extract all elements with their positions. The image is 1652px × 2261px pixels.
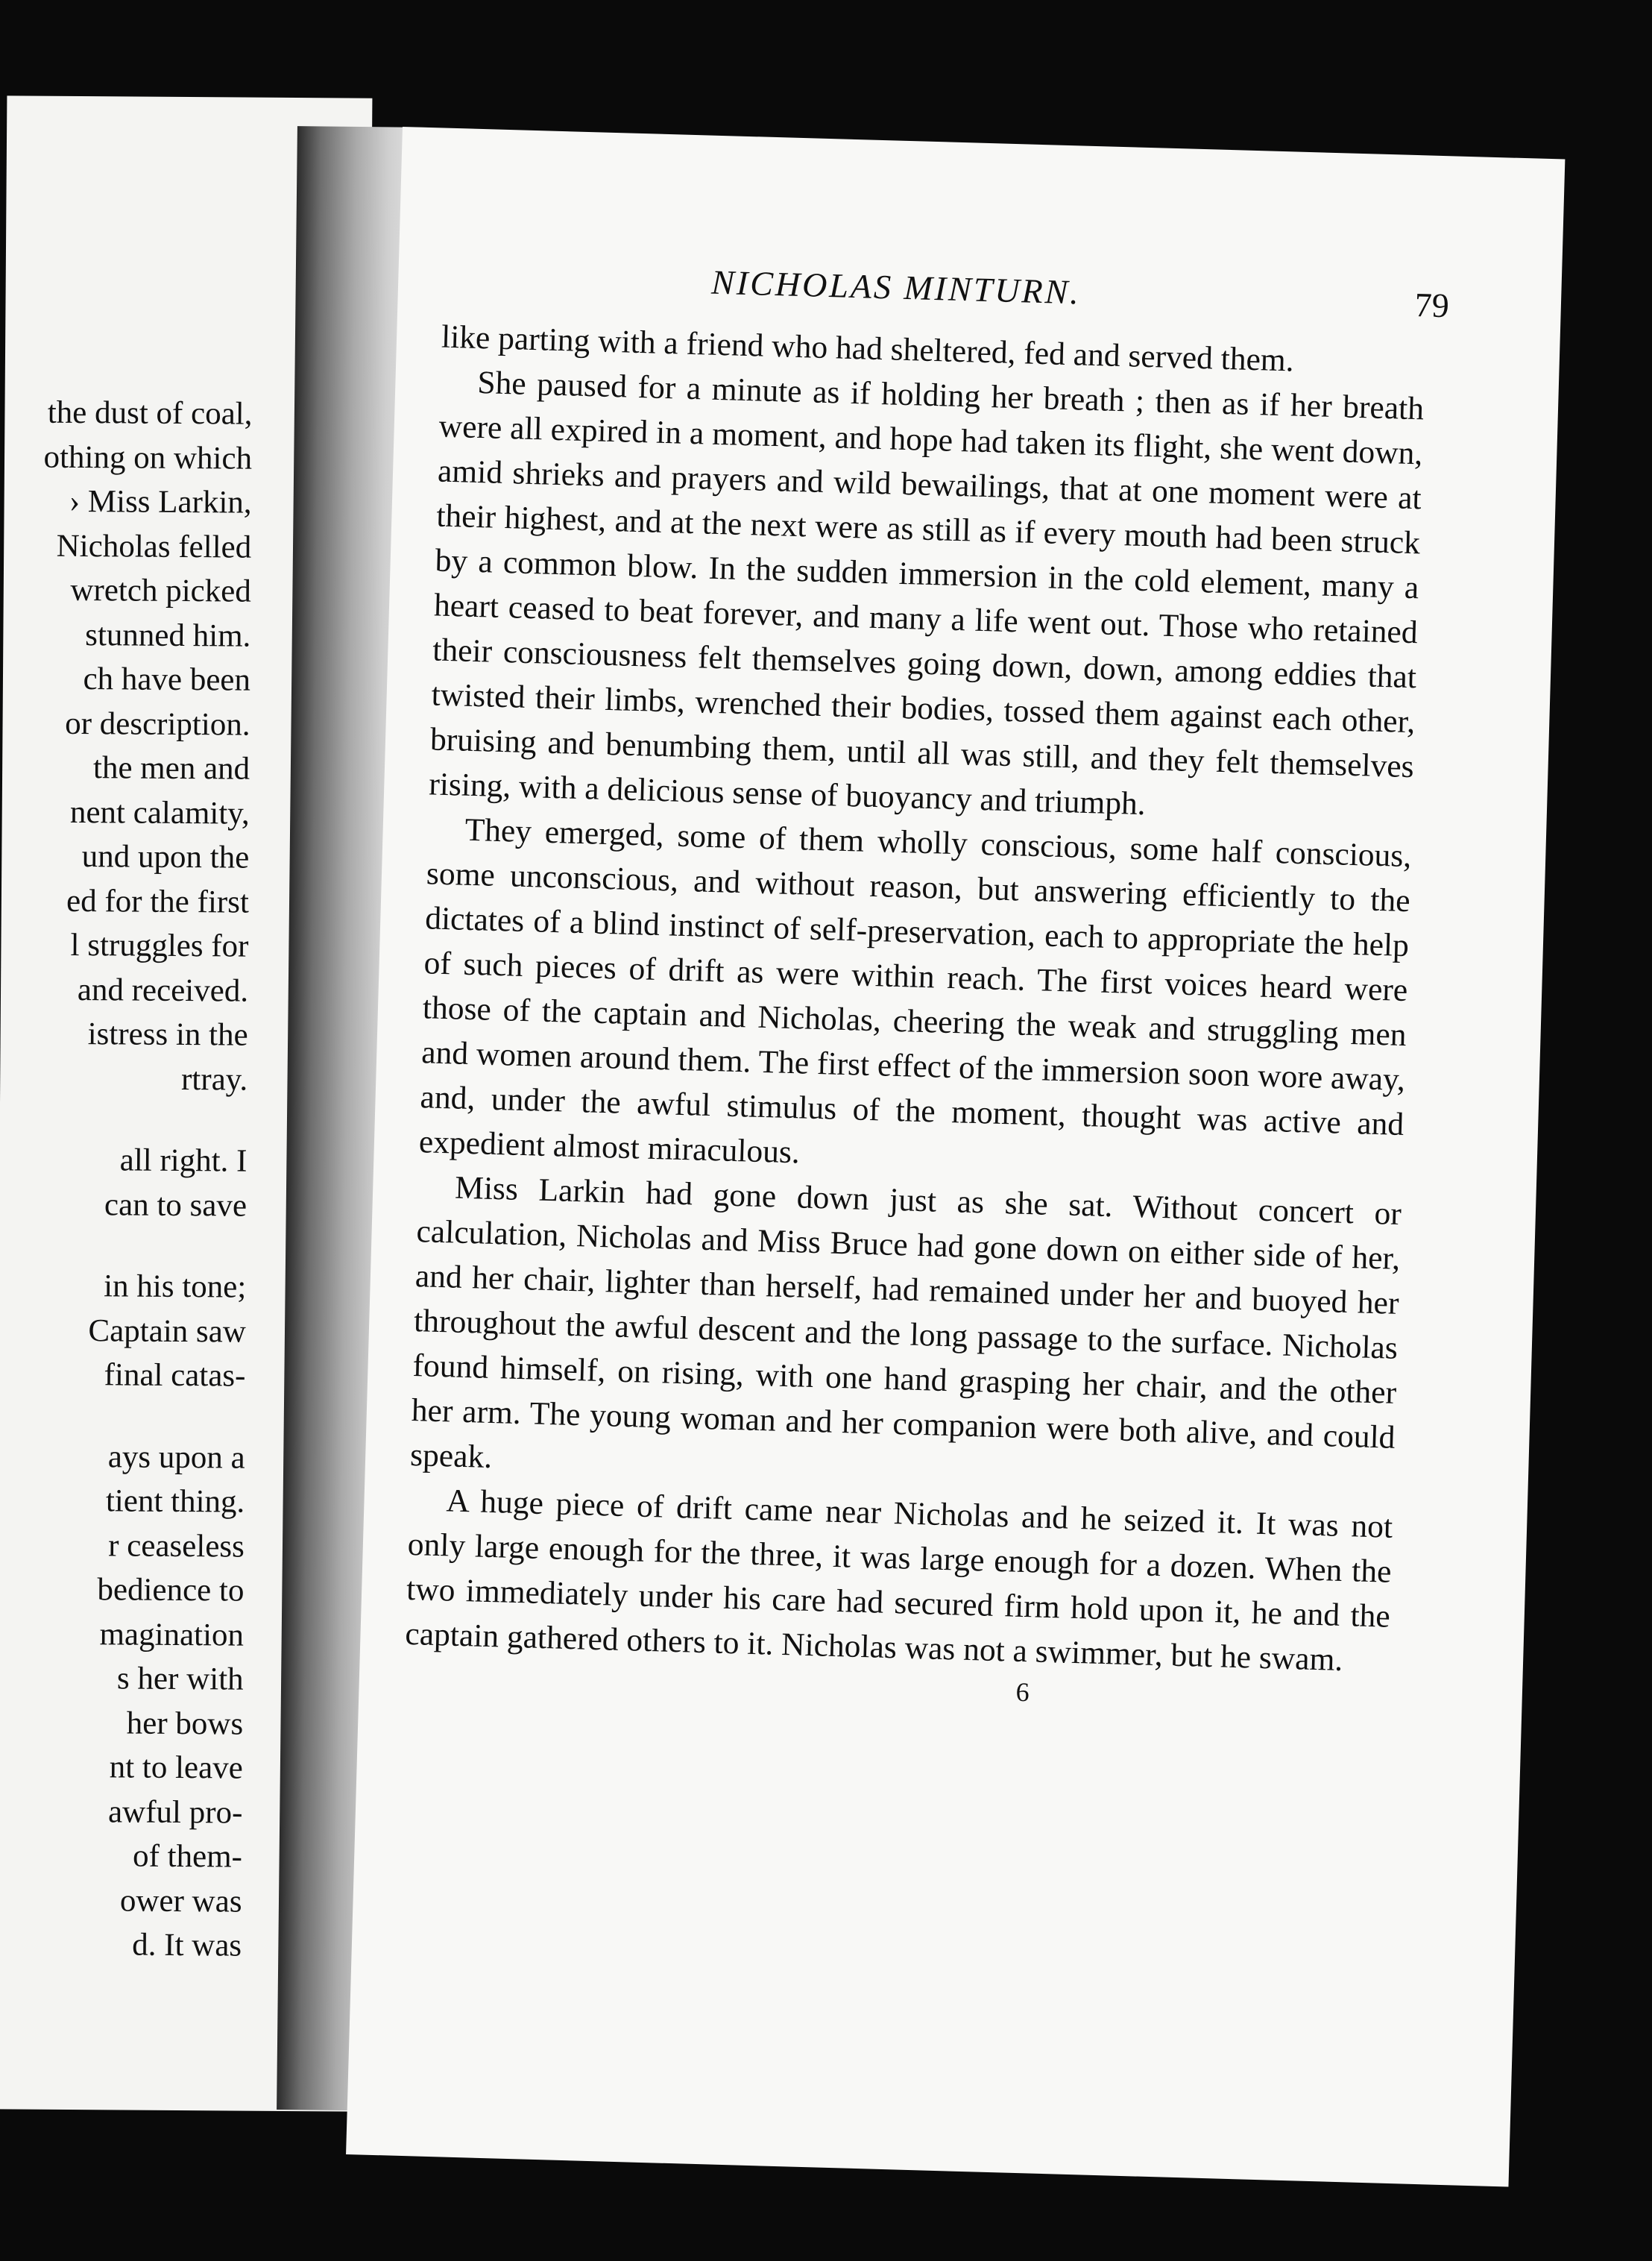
left-line: ower was bbox=[119, 1882, 242, 1919]
left-line: ch have been bbox=[83, 661, 251, 698]
left-line: ays upon a bbox=[107, 1438, 245, 1476]
left-line: magination bbox=[99, 1616, 245, 1653]
left-line: final catas- bbox=[104, 1357, 246, 1394]
left-line: can to save bbox=[104, 1186, 248, 1224]
left-line: othing on which bbox=[43, 439, 253, 477]
left-line: and received. bbox=[77, 972, 249, 1009]
left-line: r ceaseless bbox=[108, 1527, 245, 1565]
left-line: the men and bbox=[92, 750, 250, 787]
left-line: her bows bbox=[126, 1705, 244, 1742]
left-line: awful pro- bbox=[107, 1793, 243, 1831]
left-line: all right. I bbox=[119, 1142, 248, 1179]
left-line: nent calamity, bbox=[69, 794, 250, 831]
right-page bbox=[346, 127, 1565, 2186]
left-line: l struggles for bbox=[70, 927, 249, 964]
signature-mark: 6 bbox=[1015, 1676, 1030, 1708]
left-line: ed for the first bbox=[66, 883, 250, 920]
left-line: nt to leave bbox=[109, 1749, 243, 1786]
left-line: tient thing. bbox=[105, 1483, 245, 1520]
left-line: of them- bbox=[132, 1838, 243, 1875]
left-line: Captain saw bbox=[88, 1312, 247, 1350]
left-page-text bbox=[0, 390, 253, 1968]
left-line: Nicholas felled bbox=[56, 528, 252, 565]
right-page-text bbox=[403, 255, 1450, 1718]
page-number: 79 bbox=[1414, 286, 1450, 325]
paragraph: They emerged, some of them wholly conscious, some half conscious, some unconscious, and without reason, but answering efficiently to the dictates of a blind instinct of self-preservation, each to appropriate the help of such pieces of drift as were within reach. The first voices heard were those of the captain and Nicholas, cheering the weak and struggling men and women around them. The first effect of the immersion soon wore away, and, under the awful stimulus of the moment, thought was active and expedient almost miraculous. bbox=[418, 811, 1412, 1171]
left-line: wretch picked bbox=[70, 572, 251, 609]
paragraph: like parting with a friend who had sheltered, fed and served them. bbox=[441, 318, 1295, 379]
left-line: istress in the bbox=[87, 1016, 248, 1053]
paragraph: A huge piece of drift came near Nicholas and he seized it. It was not only large enough for the three, it was large enough for a dozen. When the two immediately under his care had secured firm hold upon it, he and the captain gathered others to it. Nicholas was not a swimmer, but he swam. bbox=[404, 1482, 1393, 1679]
paragraph: She paused for a minute as if holding her breath ; then as if her breath were all expired in a moment, and hope had taken its flight, she went down, amid shrieks and prayers and wild bewailings, that at one moment were at their highest, and at the next were as still as if every mouth had been struck by a common blow. In the sudden immersion in the cold element, many a heart ceased to beat forever, and many a life went out. Those who retained their consciousness felt themselves going down, down, among eddies that twisted their limbs, wrenched their bodies, tossed them against each other, bruising and benumbing them, until all was still, and they felt themselves rising, with a delicious sense of buoyancy and triumph. bbox=[428, 364, 1425, 823]
left-line: bedience to bbox=[97, 1572, 245, 1609]
left-line: › Miss Larkin, bbox=[69, 483, 252, 521]
left-line: s her with bbox=[116, 1661, 244, 1697]
left-line: or description. bbox=[65, 705, 250, 743]
left-line: d. It was bbox=[132, 1927, 242, 1963]
running-title: NICHOLAS MINTURN. bbox=[710, 262, 1082, 312]
paragraph: Miss Larkin had gone down just as she sat. Without concert or calculation, Nicholas and Miss Bruce had gone down on either side of her, and her chair, lighter than herself, had remained under her and buoyed her throughout the awful descent and the long passage to the surface. Nicholas found himself, on rising, with one hand grasping her chair, and the other her arm. The young woman and her companion were both alive, and could speak. bbox=[409, 1169, 1402, 1476]
left-line: und upon the bbox=[81, 839, 250, 875]
left-line: stunned him. bbox=[85, 617, 251, 654]
left-line: in his tone; bbox=[104, 1268, 247, 1305]
left-line: rtray. bbox=[180, 1061, 248, 1098]
left-line: the dust of coal, bbox=[47, 394, 253, 432]
